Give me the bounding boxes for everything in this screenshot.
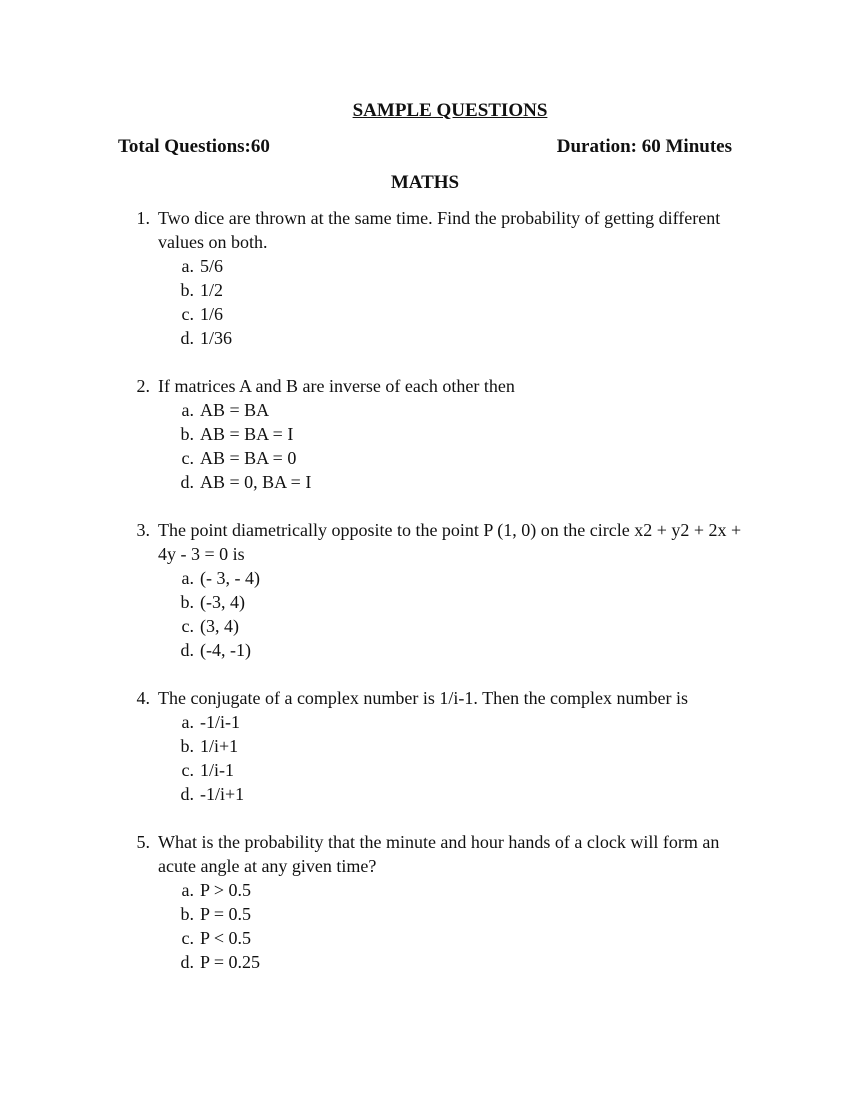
page-title: SAMPLE QUESTIONS: [352, 100, 548, 121]
option-letter: d.: [180, 640, 194, 660]
question-text: The point diametrically opposite to the point P (1, 0) on the circle x2 + y2 + 2x + 4y - 3 = 0 is: [158, 520, 742, 564]
option-list: [118, 710, 743, 806]
option-d: [118, 638, 743, 662]
option-c: [118, 614, 743, 638]
question-list: [118, 206, 743, 998]
total-questions-label: Total Questions:60: [118, 136, 270, 157]
option-text: P > 0.5: [200, 880, 251, 900]
question-number: 2.: [136, 376, 150, 396]
option-b: [118, 734, 743, 758]
question-4: [118, 686, 743, 806]
option-letter: c.: [181, 448, 194, 468]
option-text: -1/i-1: [200, 712, 240, 732]
option-text: AB = BA = I: [200, 424, 294, 444]
question-number: 3.: [136, 520, 150, 540]
option-d: [118, 470, 743, 494]
option-text: P < 0.5: [200, 928, 251, 948]
option-text: (- 3, - 4): [200, 568, 260, 588]
question-number: 4.: [136, 688, 150, 708]
option-text: 1/i+1: [200, 736, 239, 756]
option-letter: c.: [181, 616, 194, 636]
option-letter: b.: [180, 904, 194, 924]
option-text: P = 0.5: [200, 904, 251, 924]
option-b: [118, 422, 743, 446]
option-a: [118, 254, 743, 278]
option-text: 1/i-1: [200, 760, 234, 780]
option-a: [118, 566, 743, 590]
option-list: [118, 878, 743, 974]
option-letter: d.: [180, 328, 194, 348]
duration-label: Duration: 60 Minutes: [556, 136, 732, 157]
option-d: [118, 950, 743, 974]
option-d: [118, 782, 743, 806]
option-text: 5/6: [200, 256, 224, 276]
option-letter: d.: [180, 952, 194, 972]
option-text: 1/2: [200, 280, 224, 300]
option-a: [118, 398, 743, 422]
option-text: AB = BA: [200, 400, 270, 420]
option-c: [118, 758, 743, 782]
option-letter: a.: [181, 712, 194, 732]
option-letter: b.: [180, 736, 194, 756]
question-text: What is the probability that the minute and hour hands of a clock will form an acute angle at any given time?: [158, 832, 720, 876]
question-5: [118, 830, 743, 974]
option-text: AB = 0, BA = I: [200, 472, 312, 492]
option-a: [118, 878, 743, 902]
option-d: [118, 326, 743, 350]
option-letter: a.: [181, 256, 194, 276]
subject-heading: MATHS: [390, 172, 460, 193]
option-letter: a.: [181, 400, 194, 420]
question-text: The conjugate of a complex number is 1/i-1. Then the complex number is: [158, 688, 689, 708]
option-letter: b.: [180, 592, 194, 612]
question-number: 1.: [136, 208, 150, 228]
option-letter: c.: [181, 304, 194, 324]
option-letter: a.: [181, 880, 194, 900]
option-b: [118, 278, 743, 302]
question-text: Two dice are thrown at the same time. Find the probability of getting different values on both.: [158, 208, 721, 252]
option-letter: c.: [181, 928, 194, 948]
option-letter: c.: [181, 760, 194, 780]
option-text: (-4, -1): [200, 640, 251, 660]
question-1: [118, 206, 743, 350]
option-text: (-3, 4): [200, 592, 245, 612]
option-c: [118, 446, 743, 470]
option-a: [118, 710, 743, 734]
option-b: [118, 590, 743, 614]
option-list: [118, 254, 743, 350]
option-text: AB = BA = 0: [200, 448, 297, 468]
option-letter: d.: [180, 472, 194, 492]
question-number: 5.: [136, 832, 150, 852]
option-letter: a.: [181, 568, 194, 588]
option-text: -1/i+1: [200, 784, 245, 804]
option-c: [118, 302, 743, 326]
option-list: [118, 398, 743, 494]
question-3: [118, 518, 743, 662]
option-b: [118, 902, 743, 926]
option-letter: b.: [180, 280, 194, 300]
option-letter: d.: [180, 784, 194, 804]
option-letter: b.: [180, 424, 194, 444]
option-text: (3, 4): [200, 616, 239, 636]
option-text: 1/36: [200, 328, 233, 348]
question-text: If matrices A and B are inverse of each other then: [158, 376, 515, 396]
question-2: [118, 374, 743, 494]
option-text: 1/6: [200, 304, 224, 324]
option-list: [118, 566, 743, 662]
option-c: [118, 926, 743, 950]
option-text: P = 0.25: [200, 952, 260, 972]
